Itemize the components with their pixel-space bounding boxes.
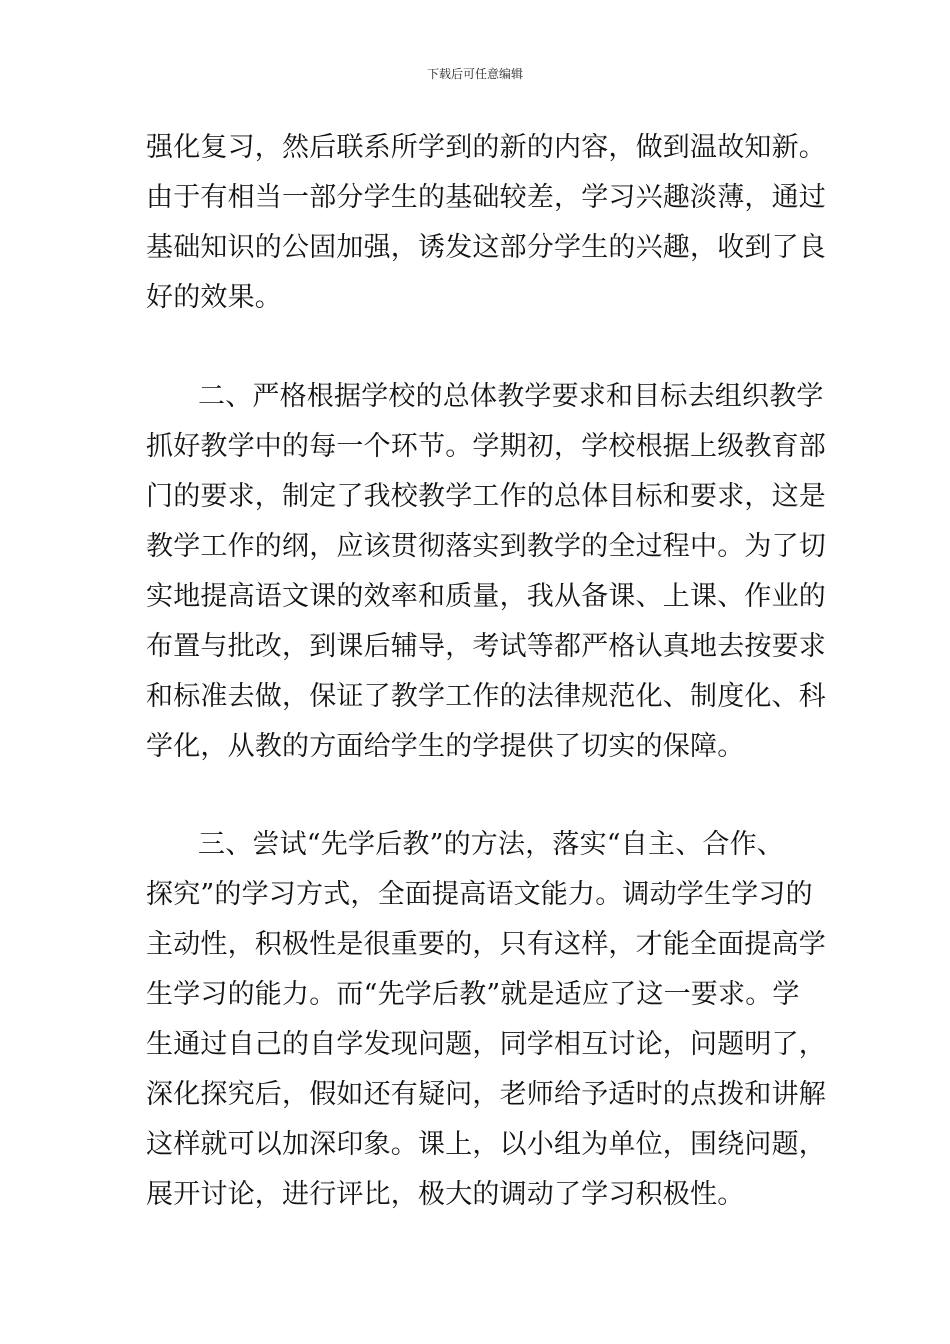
paragraph-2-line-1: 二、严格根据学校的总体教学要求和目标去组织教学 [198, 381, 824, 412]
paragraph-1-line-4: 好的效果。 [146, 282, 282, 313]
paragraph-1-line-3: 基础知识的公固加强，诱发这部分学生的兴趣，收到了良 [146, 232, 826, 263]
paragraph-2-line-8: 学化，从教的方面给学生的学提供了切实的保障。 [146, 731, 745, 762]
paragraph-3-line-4: 生学习的能力。而“先学后教”就是适应了这一要求。学 [146, 979, 800, 1010]
paragraph-3-line-2: 探究”的学习方式，全面提高语文能力。调动学生学习的 [146, 879, 813, 910]
paragraph-2-line-6: 布置与批改，到课后辅导，考试等都严格认真地去按要求 [146, 631, 826, 662]
paragraph-2-line-2: 抓好教学中的每一个环节。学期初，学校根据上级教育部 [146, 431, 826, 462]
paragraph-3-line-5: 生通过自己的自学发现问题，同学相互讨论，问题明了， [146, 1029, 826, 1060]
paragraph-3-line-1: 三、尝试“先学后教”的方法，落实“自主、合作、 [198, 829, 785, 860]
paragraph-1-line-1: 强化复习，然后联系所学到的新的内容，做到温故知新。 [146, 132, 826, 163]
paragraph-3-line-7: 这样就可以加深印象。课上，以小组为单位，围绕问题， [146, 1129, 826, 1160]
paragraph-2-line-5: 实地提高语文课的效率和质量，我从备课、上课、作业的 [146, 581, 826, 612]
page-header: 下载后可任意编辑 [426, 67, 523, 81]
paragraph-3-line-8: 展开讨论，进行评比，极大的调动了学习积极性。 [146, 1179, 745, 1210]
paragraph-3-line-6: 深化探究后，假如还有疑问，老师给予适时的点拨和讲解 [146, 1079, 826, 1110]
paragraph-2-line-4: 教学工作的纲，应该贯彻落实到教学的全过程中。为了切 [146, 531, 826, 562]
paragraph-2-line-3: 门的要求，制定了我校教学工作的总体目标和要求，这是 [146, 481, 826, 512]
paragraph-3-line-3: 主动性，积极性是很重要的，只有这样，才能全面提高学 [146, 929, 826, 960]
paragraph-1-line-2: 由于有相当一部分学生的基础较差，学习兴趣淡薄，通过 [146, 182, 826, 213]
paragraph-2-line-7: 和标准去做，保证了教学工作的法律规范化、制度化、科 [146, 681, 826, 712]
